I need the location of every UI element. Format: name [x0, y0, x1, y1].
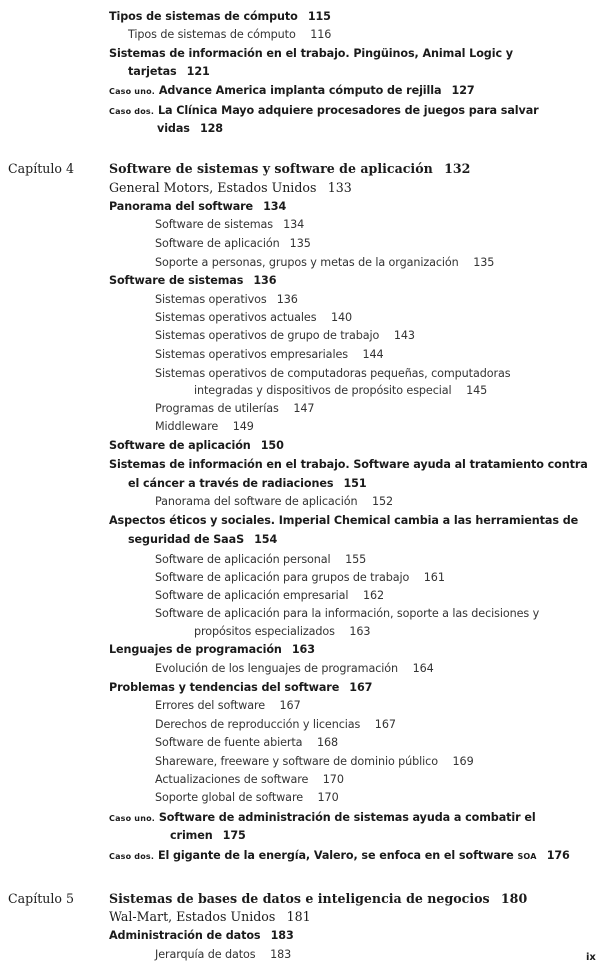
toc-entry: tarjetas 121	[128, 65, 210, 78]
chapter-title: Sistemas de bases de datos e inteligencia de negocios 180	[109, 891, 528, 906]
toc-entry: Software de sistemas 134	[155, 218, 305, 231]
toc-entry: Software de aplicación para grupos de trabajo 161	[155, 571, 445, 584]
toc-entry: Sistemas operativos de computadoras pequeñas, computadoras	[155, 367, 511, 380]
toc-entry: Middleware 149	[155, 420, 254, 433]
toc-entry: Sistemas operativos actuales 140	[155, 311, 353, 324]
toc-entry: Lenguajes de programación 163	[109, 643, 315, 656]
toc-entry: Panorama del software 134	[109, 200, 287, 213]
toc-entry: Jerarquía de datos 183	[155, 948, 292, 961]
toc-entry: Administración de datos 183	[109, 929, 294, 942]
chapter-title: Software de sistemas y software de aplicación 132	[109, 161, 471, 176]
toc-entry: crimen 175	[170, 829, 246, 842]
toc-entry: Software de aplicación para la información, soporte a las decisiones y	[155, 607, 540, 620]
toc-entry: Tipos de sistemas de cómputo 116	[128, 28, 332, 41]
toc-entry: Software de aplicación empresarial 162	[155, 589, 385, 602]
toc-entry: Caso uno. Advance America implanta cómputo de rejilla 127	[109, 84, 475, 97]
toc-entry: Sistemas de información en el trabajo. Pingüinos, Animal Logic y	[109, 47, 513, 60]
toc-entry: Software de fuente abierta 168	[155, 736, 339, 749]
toc-entry: Programas de utilerías 147	[155, 402, 315, 415]
toc-entry: Shareware, freeware y software de dominio público 169	[155, 755, 474, 768]
toc-entry: integradas y dispositivos de propósito especial 145	[194, 384, 488, 397]
toc-entry: Software de aplicación 135	[155, 237, 311, 250]
toc-entry: Sistemas operativos de grupo de trabajo 143	[155, 329, 415, 342]
toc-entry: Problemas y tendencias del software 167	[109, 681, 373, 694]
toc-entry: Panorama del software de aplicación 152	[155, 495, 394, 508]
toc-entry: Sistemas de información en el trabajo. Software ayuda al tratamiento contra	[109, 458, 588, 471]
toc-entry: Soporte global de software 170	[155, 791, 339, 804]
toc-entry: Actualizaciones de software 170	[155, 773, 344, 786]
toc-entry: Caso dos. La Clínica Mayo adquiere procesadores de juegos para salvar	[109, 104, 539, 117]
toc-entry: vidas 128	[157, 122, 223, 135]
chapter-opener: Wal-Mart, Estados Unidos 181	[109, 909, 311, 924]
toc-entry: Software de sistemas 136	[109, 274, 277, 287]
toc-entry: Software de aplicación personal 155	[155, 553, 367, 566]
toc-entry: Software de aplicación 150	[109, 439, 284, 452]
chapter-opener: General Motors, Estados Unidos 133	[109, 180, 352, 195]
toc-entry: seguridad de SaaS 154	[128, 533, 278, 546]
toc-entry: Caso dos. El gigante de la energía, Valero, se enfoca en el software SOA 176	[109, 849, 570, 862]
toc-entry: Derechos de reproducción y licencias 167	[155, 718, 396, 731]
toc-entry: propósitos especializados 163	[194, 625, 371, 638]
toc-entry: Errores del software 167	[155, 699, 301, 712]
page-number: ix	[586, 952, 596, 963]
chapter-label: Capítulo 4	[8, 161, 75, 176]
toc-entry: Aspectos éticos y sociales. Imperial Chemical cambia a las herramientas de	[109, 514, 579, 527]
toc-entry: Caso uno. Software de administración de sistemas ayuda a combatir el	[109, 811, 536, 824]
toc-entry: Soporte a personas, grupos y metas de la organización 135	[155, 256, 495, 269]
chapter-label: Capítulo 5	[8, 891, 75, 906]
toc-entry: Evolución de los lenguajes de programación 164	[155, 662, 434, 675]
toc-entry: Tipos de sistemas de cómputo 115	[109, 10, 331, 23]
toc-entry: Sistemas operativos empresariales 144	[155, 348, 384, 361]
toc-entry: el cáncer a través de radiaciones 151	[128, 477, 367, 490]
toc-entry: Sistemas operativos 136	[155, 293, 298, 306]
